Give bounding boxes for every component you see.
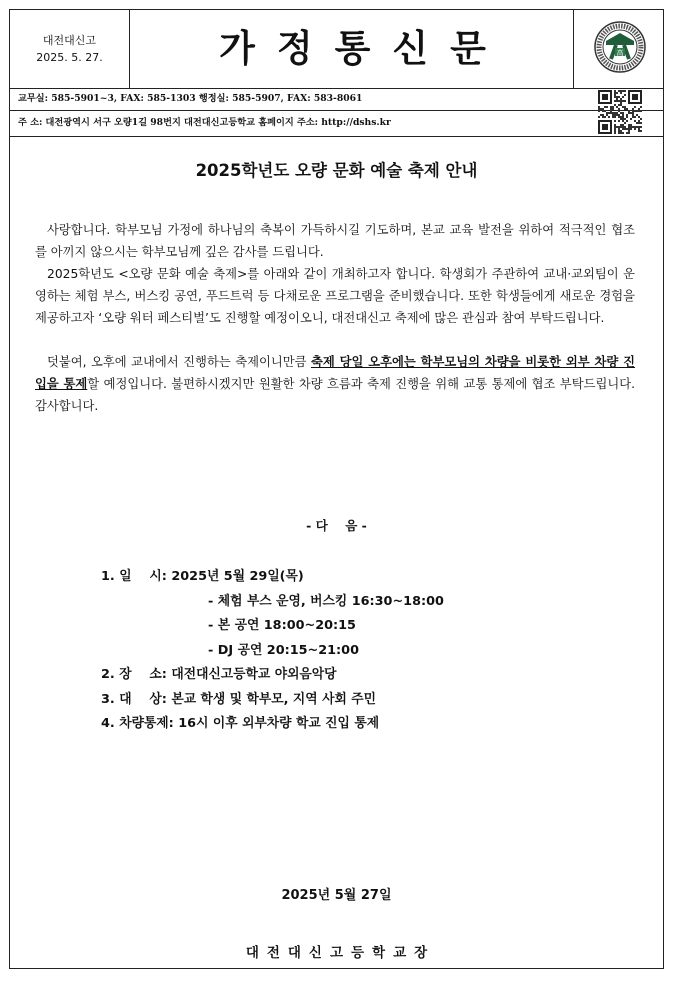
detail-item-audience [101, 688, 444, 713]
contact-phone-fax: 교무실: 585-5901~3, FAX: 585-1303 행정실: 585-5907, FAX: 583-8061 [18, 93, 363, 104]
school-short-name: 대전대신고 [42, 34, 97, 47]
letterhead [10, 10, 663, 89]
issue-date: 2025. 5. 27. [36, 51, 103, 64]
detail-item-venue [101, 663, 444, 688]
traffic-notice-suffix: 할 예정입니다. 불편하시겠지만 원활한 차량 흐름과 축제 진행을 위해 교통 통제에 협조 부탁드립니다. 감사합니다. [35, 377, 635, 413]
detail-value: 16시 이후 외부차량 학교 진입 통제 [178, 716, 380, 731]
greeting-paragraph: 사랑합니다. 학부모님 가정에 하나님의 축복이 가득하시길 기도하며, 본교 교육 발전을 위하여 적극적인 협조를 아끼지 않으시는 학부모님께 깊은 감사를 드립니다. [35, 223, 635, 259]
schedule-item: - 체험 부스 운영, 버스킹 16:30~18:00 [208, 593, 444, 609]
detail-value: 본교 학생 및 학부모, 지역 사회 주민 [171, 691, 377, 707]
details-list [101, 565, 444, 737]
contact-row-phone [10, 88, 663, 111]
detail-value: 2025년 5월 29일(목) [171, 569, 304, 584]
detail-item-datetime [101, 565, 444, 590]
school-seal-icon [594, 21, 646, 73]
schedule-item: - 본 공연 18:00~20:15 [208, 618, 356, 633]
detail-label: 3. 대 상: [101, 691, 167, 707]
contact-address-homepage: 주 소: 대전광역시 서구 오량1길 98번지 대전대신고등학교 홈페이지 주소: http://dshs.kr [18, 117, 391, 128]
contact-row-address [10, 110, 663, 137]
details-heading [10, 516, 663, 534]
detail-value: 대전대신고등학교 야외음악당 [171, 667, 337, 682]
schedule-item: - DJ 공연 20:15~21:00 [208, 642, 359, 658]
details-heading-text: - 다 음 - [306, 518, 367, 533]
logo-box [573, 10, 663, 88]
traffic-notice-paragraph [35, 351, 635, 417]
seal-char: 高 [616, 49, 624, 57]
document-frame [9, 9, 664, 969]
traffic-notice-prefix: 덧붙여, 오후에 교내에서 진행하는 축제이니만큼 [47, 355, 311, 369]
newsletter-title: 가정통신문 [219, 27, 508, 70]
detail-label: 1. 일 시: [101, 569, 167, 584]
qr-code-icon[interactable] [598, 90, 642, 134]
signer-principal: 대전대신고등학교장 [245, 945, 436, 961]
festival-intro-paragraph: 2025학년도 <오량 문화 예술 축제>를 아래와 같이 개최하고자 합니다. 학생회가 주관하여 교내·교외팀이 운영하는 체험 부스, 버스킹 공연, 푸드트럭 등 다채로운 프로그램을 준비했습니다. 또한 학생들에게 새로운 경험을 제공하고자 ‘오량 워터 페스티벌’도 진행할 예정이오니, 대전대신고 축제에 많은 관심과 참여 부탁드립니다. [35, 267, 635, 325]
document-date: 2025년 5월 27일 [281, 888, 392, 903]
issuer-box [10, 10, 130, 88]
document-title: 2025학년도 오량 문화 예술 축제 안내 [195, 161, 478, 180]
detail-label: 4. 차량통제: [101, 716, 174, 731]
detail-item-traffic [101, 712, 444, 737]
detail-label: 2. 장 소: [101, 667, 167, 682]
traffic-control-emphasis: 축제 당일 오후에는 학부모님의 차량을 비롯한 외부 차량 진입을 통제 [35, 355, 636, 391]
